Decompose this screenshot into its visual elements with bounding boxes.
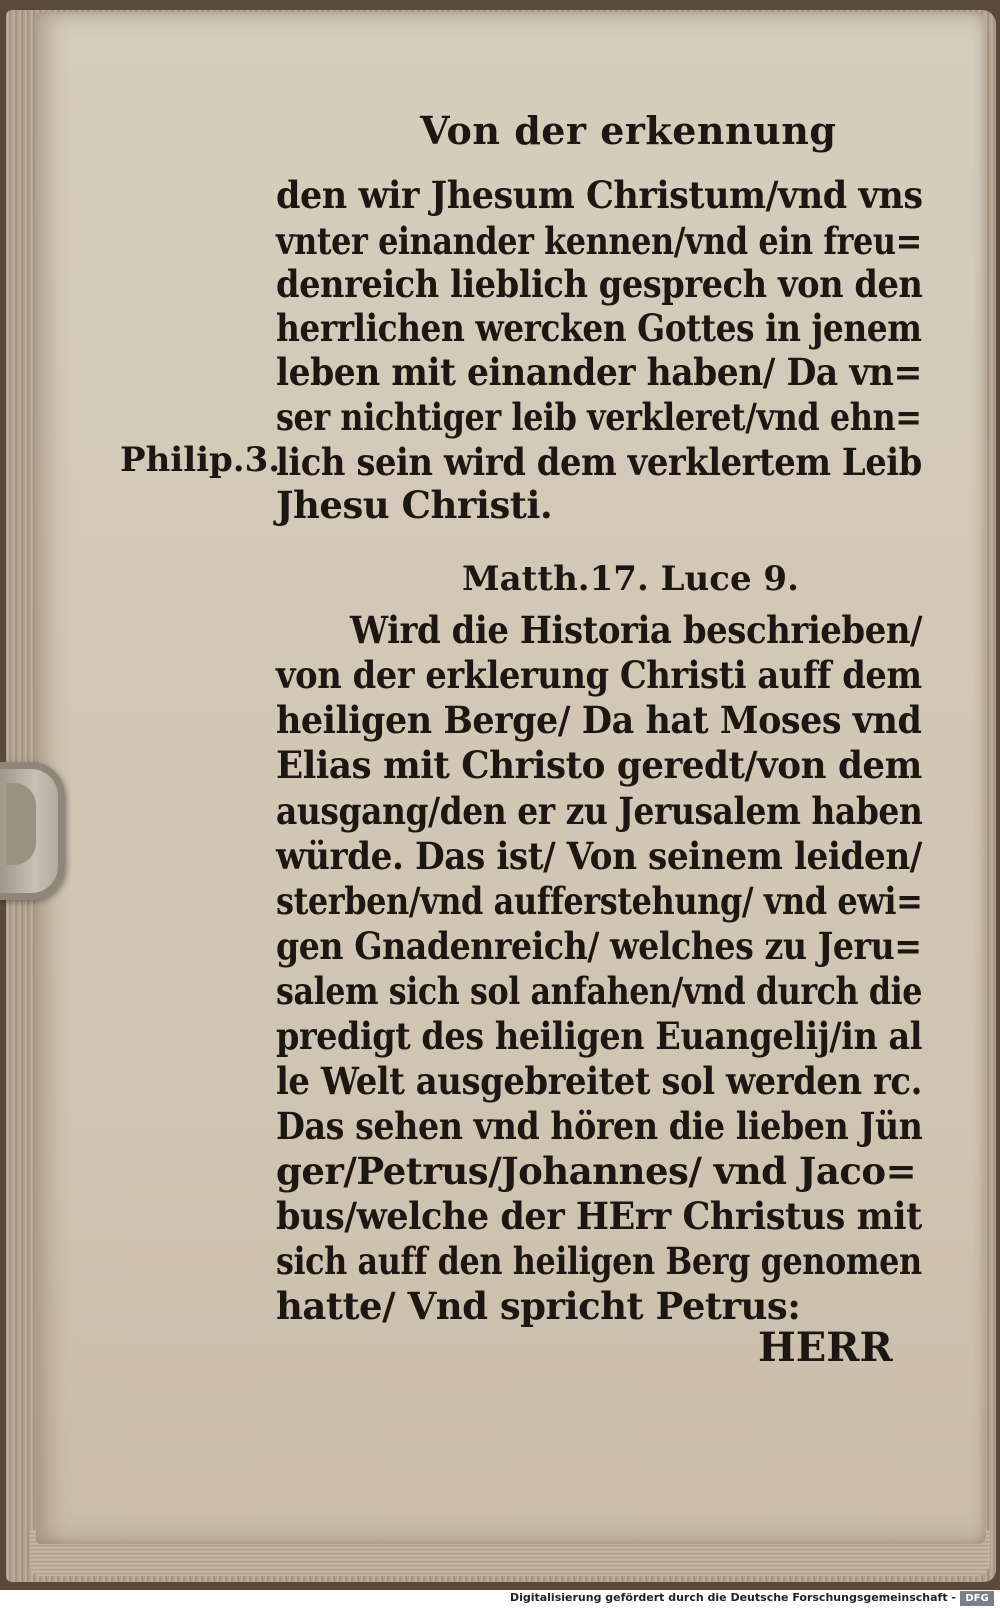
text-line: ausgang/den er zu Jerusalem haben bbox=[276, 789, 923, 833]
running-header: Von der erkennung bbox=[420, 108, 837, 153]
text-line: Jhesu Christi. bbox=[276, 483, 553, 527]
text-line: bus/welche der HErr Christus mit bbox=[276, 1194, 922, 1238]
text-line: sterben/vnd aufferstehung/ vnd ewi= bbox=[276, 879, 923, 923]
text-line: ser nichtiger leib verkleret/vnd ehn= bbox=[276, 395, 922, 439]
footer-credit: Digitalisierung gefördert durch die Deutsche Forschungsgemeinschaft - bbox=[509, 1591, 956, 1604]
dfg-logo: DFG bbox=[960, 1591, 994, 1606]
catchword: HERR bbox=[758, 1324, 893, 1371]
text-line: denreich lieblich gesprech von den bbox=[276, 262, 923, 306]
digitization-footer bbox=[0, 1590, 1000, 1608]
text-line: gen Gnadenreich/ welches zu Jeru= bbox=[276, 924, 922, 968]
text-line: Wird die Historia beschrieben/ bbox=[350, 608, 923, 652]
text-line: lich sein wird dem verklertem Leib bbox=[276, 440, 922, 484]
text-line: hatte/ Vnd spricht Petrus: bbox=[276, 1284, 801, 1328]
text-line: Das sehen vnd hören die lieben Jün bbox=[276, 1104, 923, 1148]
text-line: salem sich sol anfahen/vnd durch die bbox=[276, 969, 922, 1013]
book-clasp bbox=[0, 762, 65, 900]
text-line: leben mit einander haben/ Da vn= bbox=[276, 350, 922, 394]
text-line: ger/Petrus/Johannes/ vnd Jaco= bbox=[276, 1149, 917, 1193]
text-line: vnter einander kennen/vnd ein freu= bbox=[276, 219, 922, 263]
text-line: predigt des heiligen Euangelij/in al bbox=[276, 1014, 923, 1058]
text-line: herrlichen wercken Gottes in jenem bbox=[276, 306, 922, 350]
text-line: sich auff den heiligen Berg genomen bbox=[276, 1239, 922, 1283]
text-line: heiligen Berge/ Da hat Moses vnd bbox=[276, 698, 922, 742]
text-line: den wir Jhesum Christum/vnd vns bbox=[276, 173, 923, 217]
text-line: Elias mit Christo geredt/von dem bbox=[276, 743, 922, 787]
margin-note: Philip.3. bbox=[120, 440, 281, 480]
scripture-reference: Matth.17. Luce 9. bbox=[462, 559, 799, 599]
text-line: würde. Das ist/ Von seinem leiden/ bbox=[276, 834, 922, 878]
text-line: le Welt ausgebreitet sol werden rc. bbox=[276, 1059, 922, 1103]
text-line: von der erklerung Christi auff dem bbox=[276, 653, 922, 697]
